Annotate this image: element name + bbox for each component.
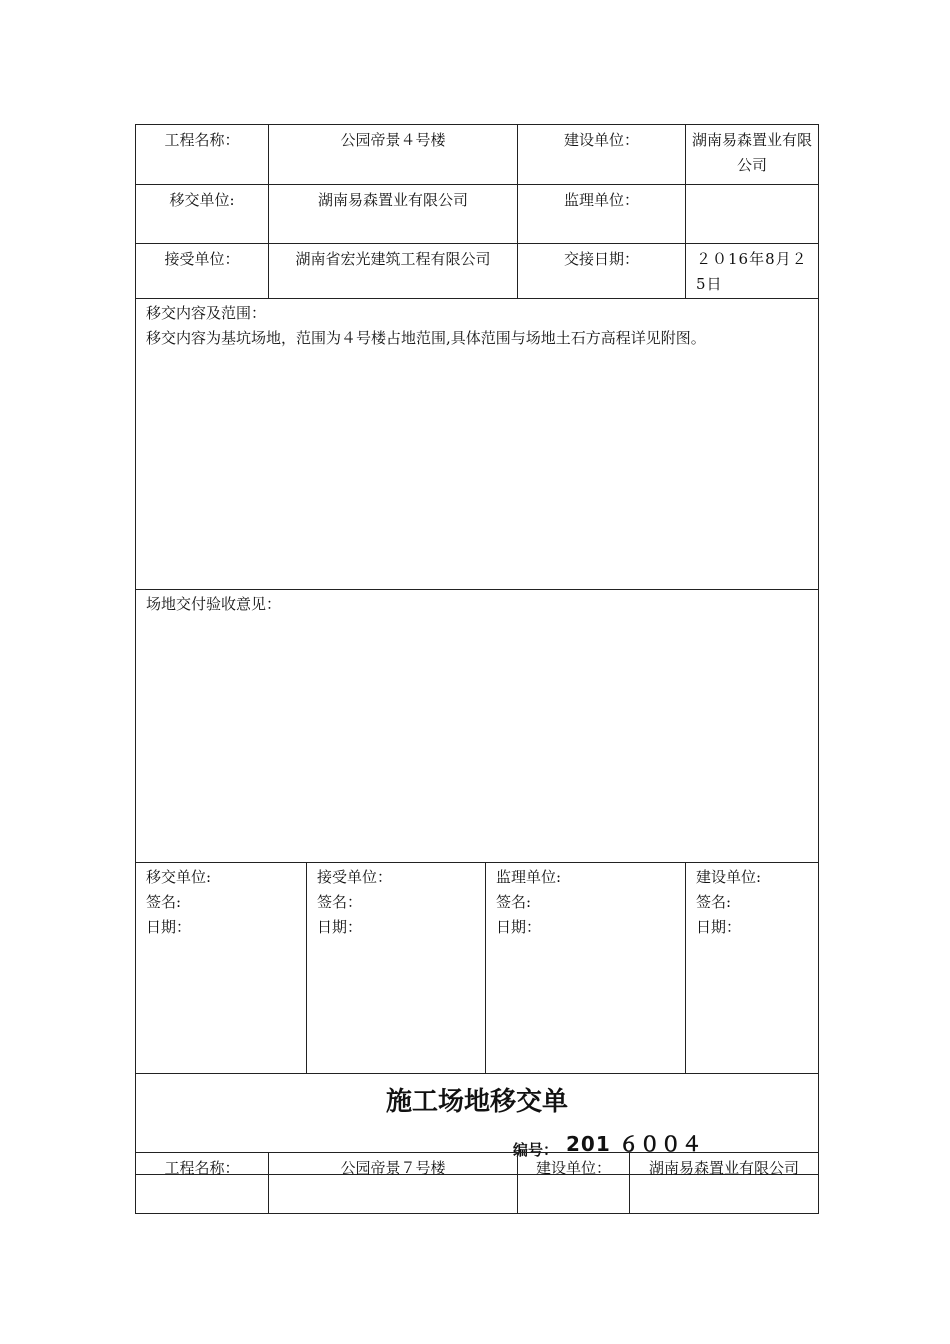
- acceptance-label: 场地交付验收意见：: [146, 595, 282, 613]
- project-name-label: 工程名称：: [136, 125, 269, 185]
- handover-unit-label: 移交单位:: [136, 185, 269, 244]
- signature-sign: 签名：: [317, 893, 363, 911]
- row-receiver: [136, 244, 819, 299]
- signature-unit: 移交单位:: [146, 868, 212, 886]
- handover-unit-value: 湖南易森置业有限公司: [269, 185, 518, 244]
- signature-block-receiver: [307, 863, 486, 1074]
- serial-label: 编号：: [513, 1141, 559, 1159]
- signature-block-handover: [136, 863, 307, 1074]
- next-project-name-label: 工程名称：: [136, 1153, 269, 1214]
- signature-unit: 建设单位:: [696, 868, 762, 886]
- row-scope: [136, 299, 819, 590]
- next-project-name-value: 公园帝景７号楼: [269, 1153, 518, 1214]
- signature-unit: 监理单位:: [496, 868, 562, 886]
- supervision-label: 监理单位：: [518, 185, 686, 244]
- next-developer-label: 建设单位：: [518, 1153, 630, 1214]
- supervision-value: [686, 185, 819, 244]
- signature-date: 日期：: [496, 918, 542, 936]
- row-next-project: [136, 1153, 819, 1214]
- signature-unit: 接受单位：: [317, 868, 393, 886]
- row-acceptance: [136, 590, 819, 863]
- receiver-label: 接受单位：: [136, 244, 269, 299]
- next-developer-value: 湖南易森置业有限公司: [630, 1153, 819, 1214]
- handover-form-table: [135, 124, 819, 1175]
- signature-date: 日期：: [146, 918, 192, 936]
- handover-date-label: 交接日期：: [518, 244, 686, 299]
- signature-sign: 签名:: [496, 893, 532, 911]
- receiver-value: 湖南省宏光建筑工程有限公司: [269, 244, 518, 299]
- signature-sign: 签名:: [696, 893, 732, 911]
- row-handover-unit: [136, 185, 819, 244]
- scope-cell: [136, 299, 819, 590]
- developer-value: 湖南易森置业有限公司: [686, 125, 819, 185]
- row-signatures: [136, 863, 819, 1074]
- signature-date: 日期：: [696, 918, 742, 936]
- signature-date: 日期：: [317, 918, 363, 936]
- signature-sign: 签名:: [146, 893, 182, 911]
- project-name-value: 公园帝景４号楼: [269, 125, 518, 185]
- scope-text: 移交内容为基坑场地，范围为４号楼占地范围,具体范围与场地土石方高程详见附图。: [146, 329, 706, 347]
- row-project: [136, 125, 819, 185]
- form-title: 施工场地移交单: [385, 1087, 568, 1117]
- developer-label: 建设单位：: [518, 125, 686, 185]
- handover-date-value: ２０16年8月２5日: [686, 244, 819, 299]
- serial-value: 201 ６００４: [566, 1132, 703, 1156]
- acceptance-cell: [136, 590, 819, 863]
- signature-block-developer: [686, 863, 819, 1074]
- next-form-table: [135, 1152, 819, 1214]
- signature-block-supervision: [486, 863, 686, 1074]
- scope-label: 移交内容及范围：: [146, 304, 267, 322]
